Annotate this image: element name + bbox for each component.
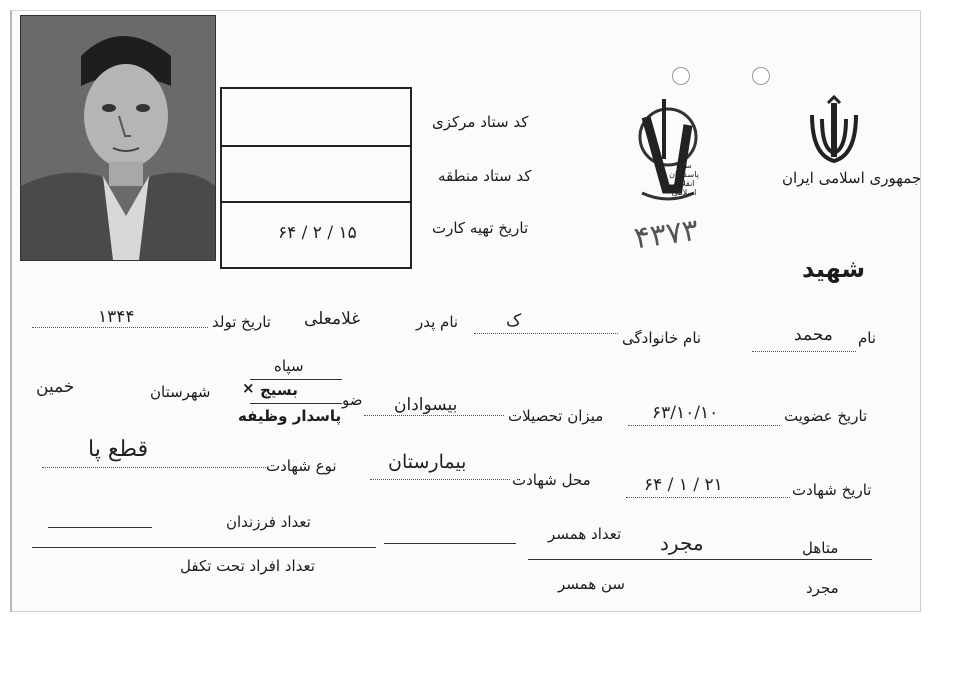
martyrdom-place-label: محل شهادت	[512, 471, 591, 489]
birth-field-line	[32, 327, 208, 328]
name-value: محمد	[794, 325, 833, 345]
martyrdom-kind-value: قطع پا	[88, 437, 149, 462]
central-hq-code-label: کد ستاد مرکزی	[432, 113, 529, 131]
handwritten-scribble: ۴۳۷۳	[631, 212, 701, 257]
martyrdom-date-field-line	[626, 497, 790, 498]
single-label: مجرد	[806, 579, 839, 597]
children-field-line	[48, 527, 152, 528]
education-label: میزان تحصیلات	[508, 407, 604, 425]
card-title: شهید	[802, 255, 866, 283]
name-field-line	[752, 351, 856, 352]
dependents-divider-line	[32, 547, 376, 548]
education-value: بیسوادان	[394, 395, 458, 415]
code-box	[220, 87, 412, 269]
spouse-age-label: سن همسر	[558, 575, 625, 593]
iran-emblem-icon	[804, 95, 864, 165]
martyr-card	[10, 10, 921, 612]
city-value: خمین	[36, 377, 75, 397]
type-separator-bottom	[250, 403, 342, 404]
punch-hole-right	[752, 67, 770, 85]
spouse-count-field-line	[384, 543, 516, 544]
family-label: نام خانوادگی	[622, 329, 702, 347]
membership-field-line	[628, 425, 780, 426]
city-label: شهرستان	[150, 383, 211, 401]
birth-value: ۱۳۴۴	[98, 307, 135, 327]
type-basij: بسیج	[260, 381, 298, 399]
punch-hole-left	[672, 67, 690, 85]
education-field-line	[364, 415, 504, 416]
membership-date-label: تاریخ عضویت	[784, 407, 868, 425]
birth-label: تاریخ تولد	[212, 313, 271, 331]
martyrdom-date-label: تاریخ شهادت	[792, 481, 872, 499]
martyrdom-place-value: بیمارستان	[388, 451, 467, 473]
membership-date-value: ۶۳/۱۰/۱۰	[652, 403, 719, 423]
iran-emblem-text: جمهوری اسلامی ایران	[782, 169, 922, 187]
irgc-text: سپاه پاسداران انقلاب اسلامی	[669, 161, 699, 197]
family-value: ک	[506, 311, 522, 331]
card-date-label: تاریخ تهیه کارت	[432, 219, 529, 237]
father-label: نام پدر	[416, 313, 459, 331]
marital-field-line	[528, 559, 872, 560]
type-separator-top	[250, 379, 342, 380]
dependents-label: تعداد افراد تحت تکفل	[180, 557, 315, 575]
card-date-value: ۶۴ / ۲ / ۱۵	[278, 223, 357, 243]
marital-label: متاهل	[802, 539, 839, 557]
type-pasdar: پاسدار وظیفه	[238, 407, 342, 425]
children-label: تعداد فرزندان	[226, 513, 311, 531]
family-field-line	[474, 333, 618, 334]
martyrdom-date-value: ۶۴ / ۱ / ۲۱	[644, 475, 723, 495]
name-label: نام	[858, 329, 877, 347]
type-mark: ×	[242, 379, 255, 397]
martyrdom-kind-field-line	[42, 467, 266, 468]
region-hq-code-label: کد ستاد منطقه	[438, 167, 532, 185]
martyrdom-kind-label: نوع شهادت	[266, 457, 337, 475]
spouse-count-label: تعداد همسر	[548, 525, 622, 543]
marital-value: مجرد	[660, 531, 704, 555]
type-sepah: سپاه	[274, 357, 304, 375]
membership-tail: ضو	[342, 391, 363, 409]
portrait-photo	[20, 15, 216, 261]
martyrdom-place-field-line	[370, 479, 510, 480]
father-value: غلامعلی	[304, 309, 361, 329]
